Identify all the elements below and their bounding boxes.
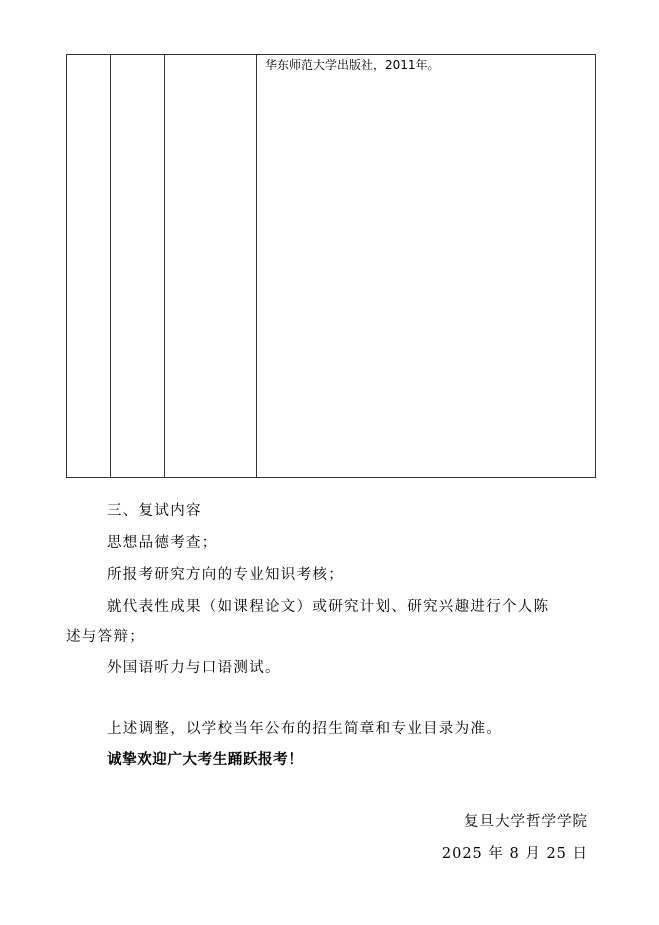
table-cell-reference: 华东师范大学出版社，2011年。 [265,58,440,72]
table-column-divider [164,55,165,477]
table-fragment [66,54,596,478]
closing-text: 诚挚欢迎广大考生踊跃报考！ [107,752,304,768]
signature-org: 复旦大学哲学学院 [464,814,588,830]
section-heading: 三、复试内容 [107,503,202,519]
table-column-divider [110,55,111,477]
table-column-divider [256,55,257,477]
notice-text: 上述调整，以学校当年公布的招生简章和专业目录为准。 [107,721,502,737]
retest-item: 所报考研究方向的专业知识考核； [107,567,344,583]
retest-item-continuation: 述与答辩； [66,629,145,645]
retest-item: 思想品德考查； [107,535,218,551]
retest-item: 外国语听力与口语测试。 [107,660,281,676]
retest-item: 就代表性成果（如课程论文）或研究计划、研究兴趣进行个人陈 [107,599,550,615]
signature-date: 2025 年 8 月 25 日 [441,846,588,862]
